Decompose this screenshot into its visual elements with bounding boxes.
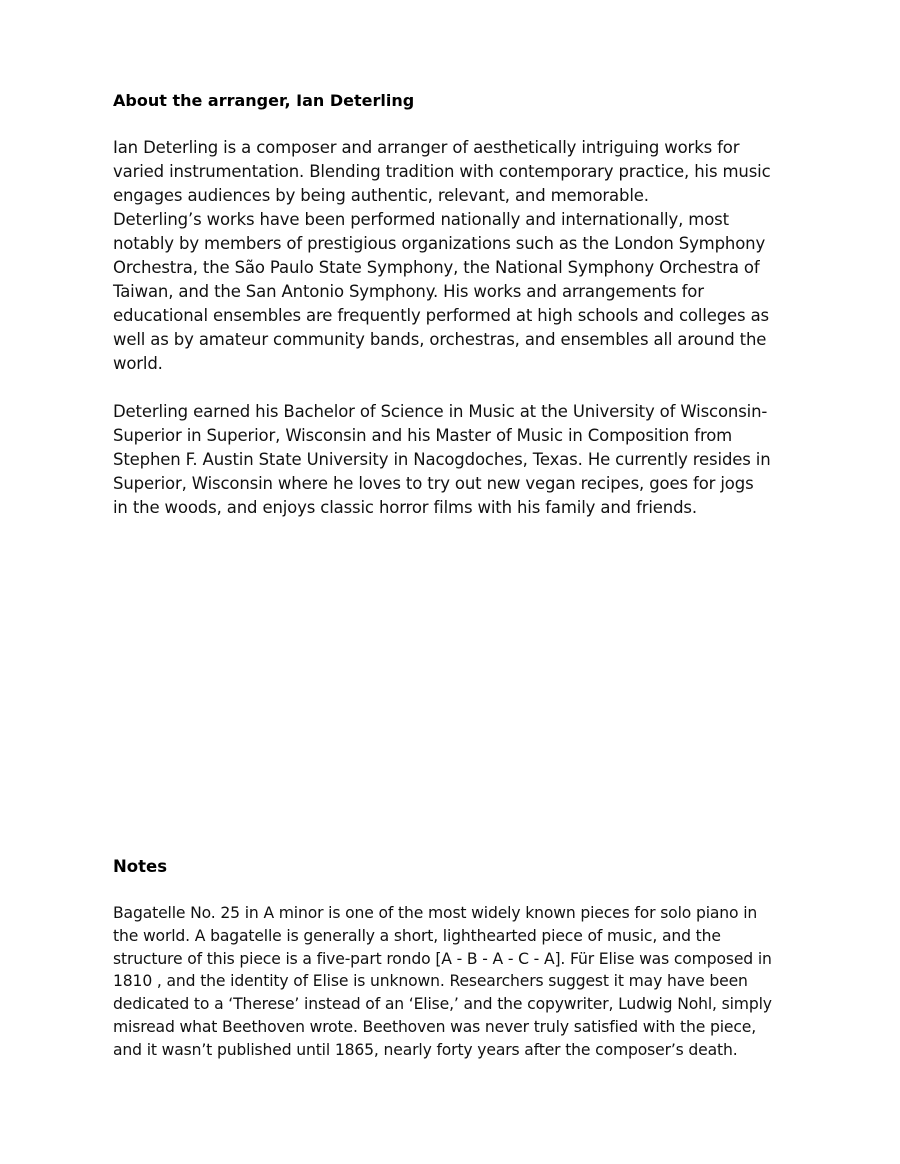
- about-paragraph-performances: Deterling’s works have been performed nationally and internationally, most notably by members of prestigious organizations such as the London Symphony Orchestra, the São Paulo State Symphony, the National Symphony Orchestra of Taiwan, and the San Antonio Symphony. His works and arrangements for educational ensembles are frequently performed at high schools and colleges as well as by amateur community bands, orchestras, and ensembles all around the world.: [113, 210, 769, 373]
- notes-section: [113, 855, 773, 1062]
- about-arranger-body: [113, 136, 773, 520]
- about-paragraph-education: Deterling earned his Bachelor of Science in Music at the University of Wisconsin-Superior in Superior, Wisconsin and his Master of Music in Composition from Stephen F. Austin State University in Nacogdoches, Texas. He currently resides in Superior, Wisconsin where he loves to try out new vegan recipes, goes for jogs in the woods, and enjoys classic horror films with his family and friends.: [113, 402, 771, 517]
- about-paragraph-intro: Ian Deterling is a composer and arranger of aesthetically intriguing works for varied instrumentation. Blending tradition with contemporary practice, his music engages audiences by being authentic, relevant, and memorable.: [113, 138, 771, 205]
- notes-body: [113, 902, 773, 1062]
- about-arranger-section: [113, 89, 773, 520]
- notes-heading: Notes: [113, 857, 168, 876]
- notes-paragraph: Bagatelle No. 25 in A minor is one of the most widely known pieces for solo piano in the world. A bagatelle is generally a short, lighthearted piece of music, and the structure of this piece is a five-part rondo [A - B - A - C - A]. Für Elise was composed in 1810 , and the identity of Elise is unknown. Researchers suggest it may have been dedicated to a ‘Therese’ instead of an ‘Elise,’ and the copywriter, Ludwig Nohl, simply misread what Beethoven wrote. Beethoven was never truly satisfied with the piece, and it wasn’t published until 1865, nearly forty years after the composer’s death.: [113, 904, 772, 1059]
- about-arranger-heading: About the arranger, Ian Deterling: [113, 91, 415, 110]
